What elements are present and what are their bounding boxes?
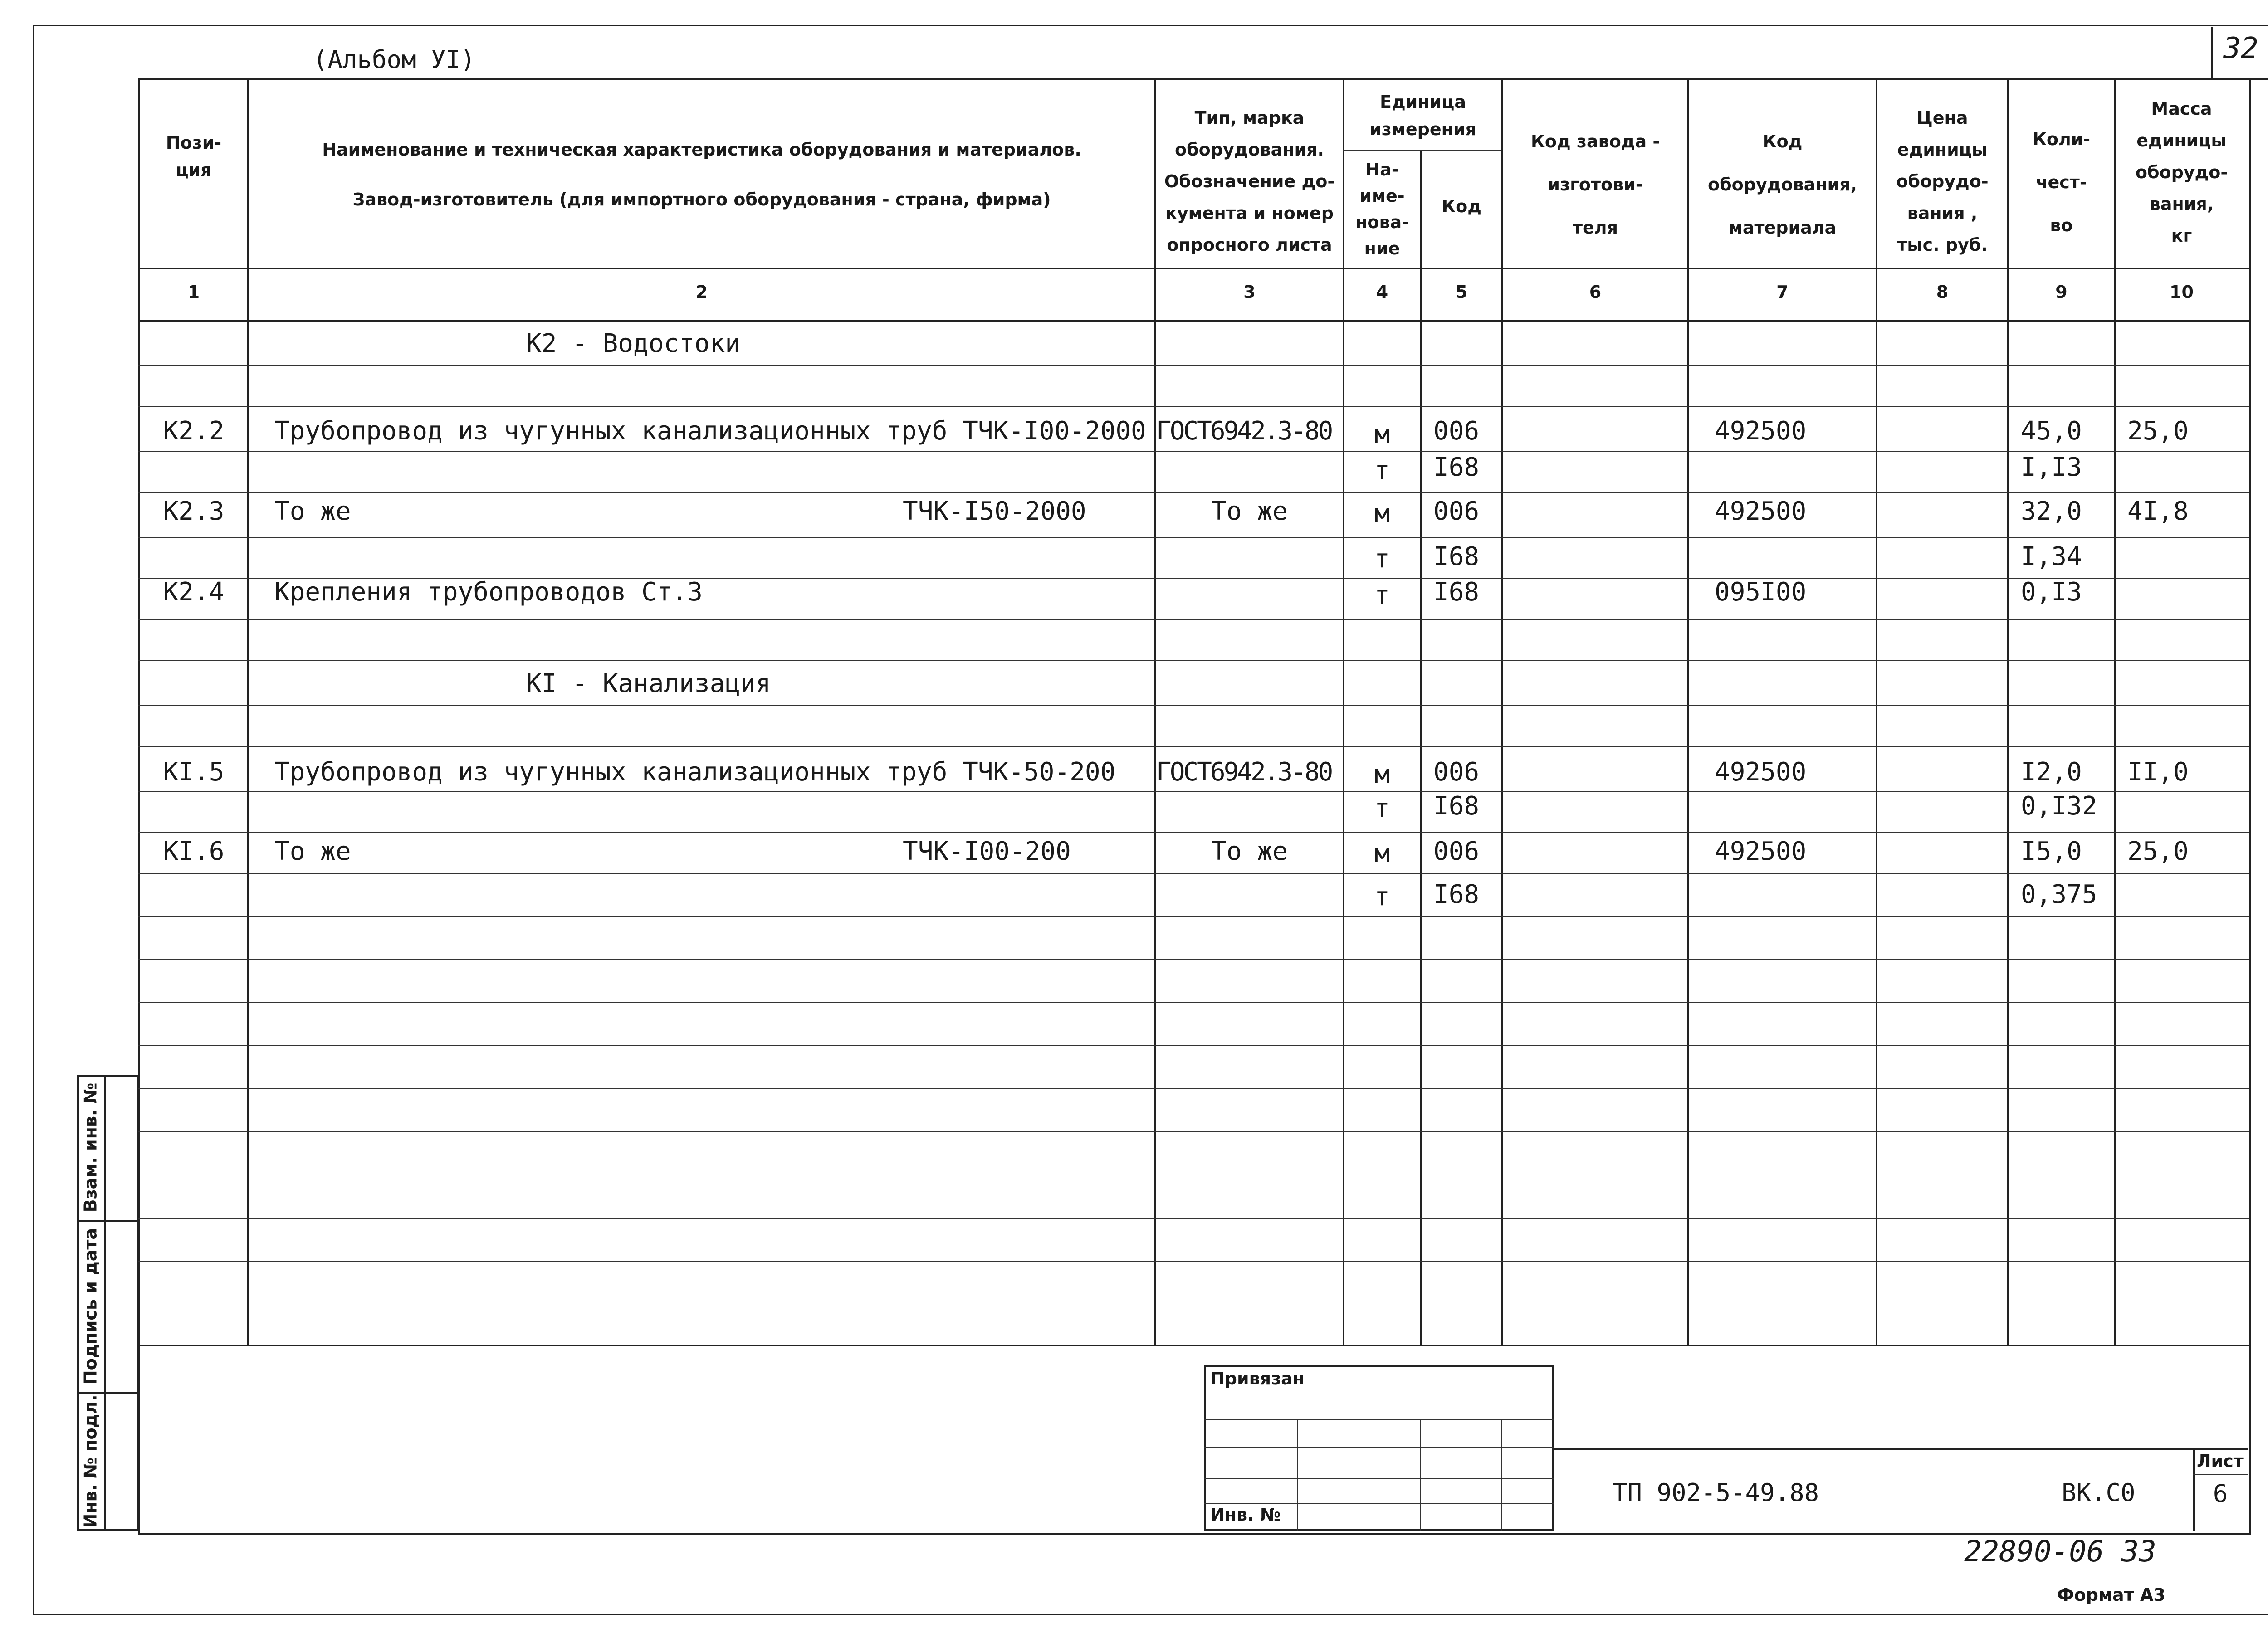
col-line bbox=[1343, 78, 1344, 1345]
col-line bbox=[2007, 78, 2009, 1345]
list-label: Лист bbox=[2197, 1451, 2244, 1471]
row-pos: КI.5 bbox=[163, 757, 225, 787]
row-name: Крепления трубопроводов Ст.3 bbox=[274, 577, 703, 607]
header-col6: Код завода - изготови- теля bbox=[1530, 132, 1660, 238]
row-line bbox=[138, 537, 2249, 538]
row-unit: т bbox=[1374, 544, 1390, 574]
row-line bbox=[138, 791, 2249, 792]
row-line bbox=[138, 1218, 2249, 1219]
row-unit: м bbox=[1374, 839, 1390, 868]
row-qty: I5,0 bbox=[2021, 837, 2082, 866]
header-col3: Тип, марка оборудования. Обозначение до- кумента и номер опросного листа bbox=[1164, 108, 1335, 255]
row-name-mark: ТЧК-I50-2000 bbox=[903, 497, 1086, 526]
row-pos: К2.3 bbox=[163, 497, 225, 526]
row-qty: I2,0 bbox=[2021, 757, 2082, 787]
side-label-vzam: Взам. инв. № bbox=[80, 1082, 101, 1213]
row-unit: т bbox=[1374, 794, 1390, 823]
row-doc: То же bbox=[1211, 837, 1288, 866]
col-number-9: 9 bbox=[2055, 282, 2068, 302]
row-line bbox=[138, 406, 2249, 407]
row-mass: 25,0 bbox=[2127, 416, 2189, 446]
row-mass: 25,0 bbox=[2127, 837, 2189, 866]
header-col2: Наименование и техническая характеристика оборудования и материалов. Завод-изготовитель (для импортного оборудования - страна, фирма) bbox=[322, 140, 1081, 210]
row-doc: ГОСТ6942.3-80 bbox=[1156, 416, 1332, 446]
section-title-k1: КI - Канализация bbox=[526, 669, 771, 698]
row-material-code: 492500 bbox=[1715, 757, 1807, 787]
row-name: Трубопровод из чугунных канализационных труб ТЧК-50-200 bbox=[274, 757, 1116, 787]
col-line bbox=[1154, 78, 1156, 1345]
col-number-7: 7 bbox=[1776, 282, 1789, 302]
col-number-6: 6 bbox=[1589, 282, 1602, 302]
row-code: I68 bbox=[1433, 453, 1480, 482]
header-col10: Масса единицы оборудо- вания, кг bbox=[2135, 99, 2228, 246]
row-code: I68 bbox=[1433, 791, 1480, 821]
side-label-signature: Подпись и дата bbox=[80, 1228, 101, 1385]
row-line bbox=[138, 451, 2249, 452]
list-box-line bbox=[2193, 1474, 2248, 1475]
row-mass: II,0 bbox=[2127, 757, 2189, 787]
col-number-4: 4 bbox=[1376, 282, 1388, 302]
body-bottom-line bbox=[138, 1345, 2249, 1346]
row-unit: м bbox=[1374, 419, 1390, 449]
row-name: То же bbox=[274, 837, 351, 866]
row-line bbox=[138, 1002, 2249, 1003]
side-label-inv: Инв. № подл. bbox=[80, 1394, 101, 1528]
col-line bbox=[247, 78, 249, 1345]
col-number-2: 2 bbox=[695, 282, 708, 302]
col-number-10: 10 bbox=[2170, 282, 2194, 302]
archive-number: 22890-06 33 bbox=[1964, 1535, 2156, 1569]
row-line bbox=[138, 1261, 2249, 1262]
row-line bbox=[138, 873, 2249, 874]
title-block-top bbox=[1554, 1448, 2248, 1450]
row-qty: I,I3 bbox=[2021, 453, 2082, 482]
stamp-vline bbox=[1420, 1419, 1421, 1531]
stamp-privyazan: Привязан bbox=[1210, 1369, 1305, 1389]
col-number-3: 3 bbox=[1243, 282, 1256, 302]
col-line bbox=[2114, 78, 2116, 1345]
row-qty: 45,0 bbox=[2021, 416, 2082, 446]
col-line bbox=[1501, 78, 1503, 1345]
row-name: То же bbox=[274, 497, 351, 526]
row-unit: м bbox=[1374, 499, 1390, 528]
row-line bbox=[138, 746, 2249, 747]
unit-subheader-line bbox=[1343, 150, 1501, 151]
side-strip-divider bbox=[104, 1075, 106, 1531]
row-material-code: 492500 bbox=[1715, 416, 1807, 446]
row-line bbox=[138, 660, 2249, 661]
row-line bbox=[138, 1088, 2249, 1089]
row-line bbox=[138, 959, 2249, 960]
col-number-5: 5 bbox=[1455, 282, 1468, 302]
row-code: 006 bbox=[1433, 497, 1480, 526]
row-material-code: 095I00 bbox=[1715, 577, 1807, 607]
row-unit: т bbox=[1374, 580, 1390, 610]
row-qty: 32,0 bbox=[2021, 497, 2082, 526]
header-divider bbox=[138, 268, 2249, 269]
row-unit: т bbox=[1374, 456, 1390, 485]
list-number: 6 bbox=[2213, 1479, 2228, 1508]
row-line bbox=[138, 916, 2249, 917]
header-col5: Код bbox=[1442, 196, 1481, 216]
row-doc: ГОСТ6942.3-80 bbox=[1156, 757, 1332, 787]
row-pos: КI.6 bbox=[163, 837, 225, 866]
row-line bbox=[138, 705, 2249, 706]
col-line bbox=[1687, 78, 1689, 1345]
row-pos: К2.2 bbox=[163, 416, 225, 446]
row-pos: К2.4 bbox=[163, 577, 225, 607]
row-qty: 0,I3 bbox=[2021, 577, 2082, 607]
row-line bbox=[138, 365, 2249, 366]
row-code: I68 bbox=[1433, 577, 1480, 607]
number-row-divider bbox=[138, 320, 2249, 322]
col-number-1: 1 bbox=[187, 282, 200, 302]
row-code: I68 bbox=[1433, 880, 1480, 909]
row-code: 006 bbox=[1433, 837, 1480, 866]
row-code: 006 bbox=[1433, 416, 1480, 446]
header-col45: Единица измерения bbox=[1369, 92, 1476, 139]
row-qty: 0,I32 bbox=[2021, 791, 2097, 821]
header-col8: Цена единицы оборудо- вания , тыс. руб. bbox=[1896, 108, 1989, 255]
header-col4: На- име- нова- ние bbox=[1355, 160, 1409, 258]
row-line bbox=[138, 832, 2249, 833]
album-label: (Альбом УI) bbox=[313, 45, 475, 74]
row-name-mark: ТЧК-I00-200 bbox=[903, 837, 1071, 866]
row-code: I68 bbox=[1433, 542, 1480, 571]
stamp-vline bbox=[1297, 1419, 1298, 1531]
section-title-k2: К2 - Водостоки bbox=[526, 329, 741, 358]
stamp-vline bbox=[1501, 1419, 1502, 1531]
col-line bbox=[1876, 78, 1877, 1345]
doc-code: ТП 902-5-49.88 bbox=[1613, 1478, 1819, 1507]
format-label: Формат А3 bbox=[2057, 1585, 2165, 1605]
row-line bbox=[138, 1131, 2249, 1132]
row-line bbox=[138, 1045, 2249, 1046]
col-line bbox=[1420, 150, 1422, 1345]
row-line bbox=[138, 619, 2249, 620]
row-qty: 0,375 bbox=[2021, 880, 2097, 909]
header-col9: Коли- чест- во bbox=[2032, 129, 2091, 235]
header-col7: Код оборудования, материала bbox=[1708, 132, 1857, 238]
row-doc: То же bbox=[1211, 497, 1288, 526]
doc-mark: ВК.С0 bbox=[2062, 1478, 2136, 1507]
row-unit: м bbox=[1374, 760, 1390, 789]
col-number-8: 8 bbox=[1936, 282, 1949, 302]
row-unit: т bbox=[1374, 882, 1390, 912]
row-code: 006 bbox=[1433, 757, 1480, 787]
row-qty: I,34 bbox=[2021, 542, 2082, 571]
row-material-code: 492500 bbox=[1715, 497, 1807, 526]
row-name: Трубопровод из чугунных канализационных труб ТЧК-I00-2000 bbox=[274, 416, 1146, 446]
row-line bbox=[138, 492, 2249, 493]
page-number: 32 bbox=[2223, 32, 2258, 65]
row-material-code: 492500 bbox=[1715, 837, 1807, 866]
row-mass: 4I,8 bbox=[2127, 497, 2189, 526]
stamp-inv-no: Инв. № bbox=[1210, 1505, 1281, 1525]
header-col1: Пози- ция bbox=[166, 133, 222, 180]
